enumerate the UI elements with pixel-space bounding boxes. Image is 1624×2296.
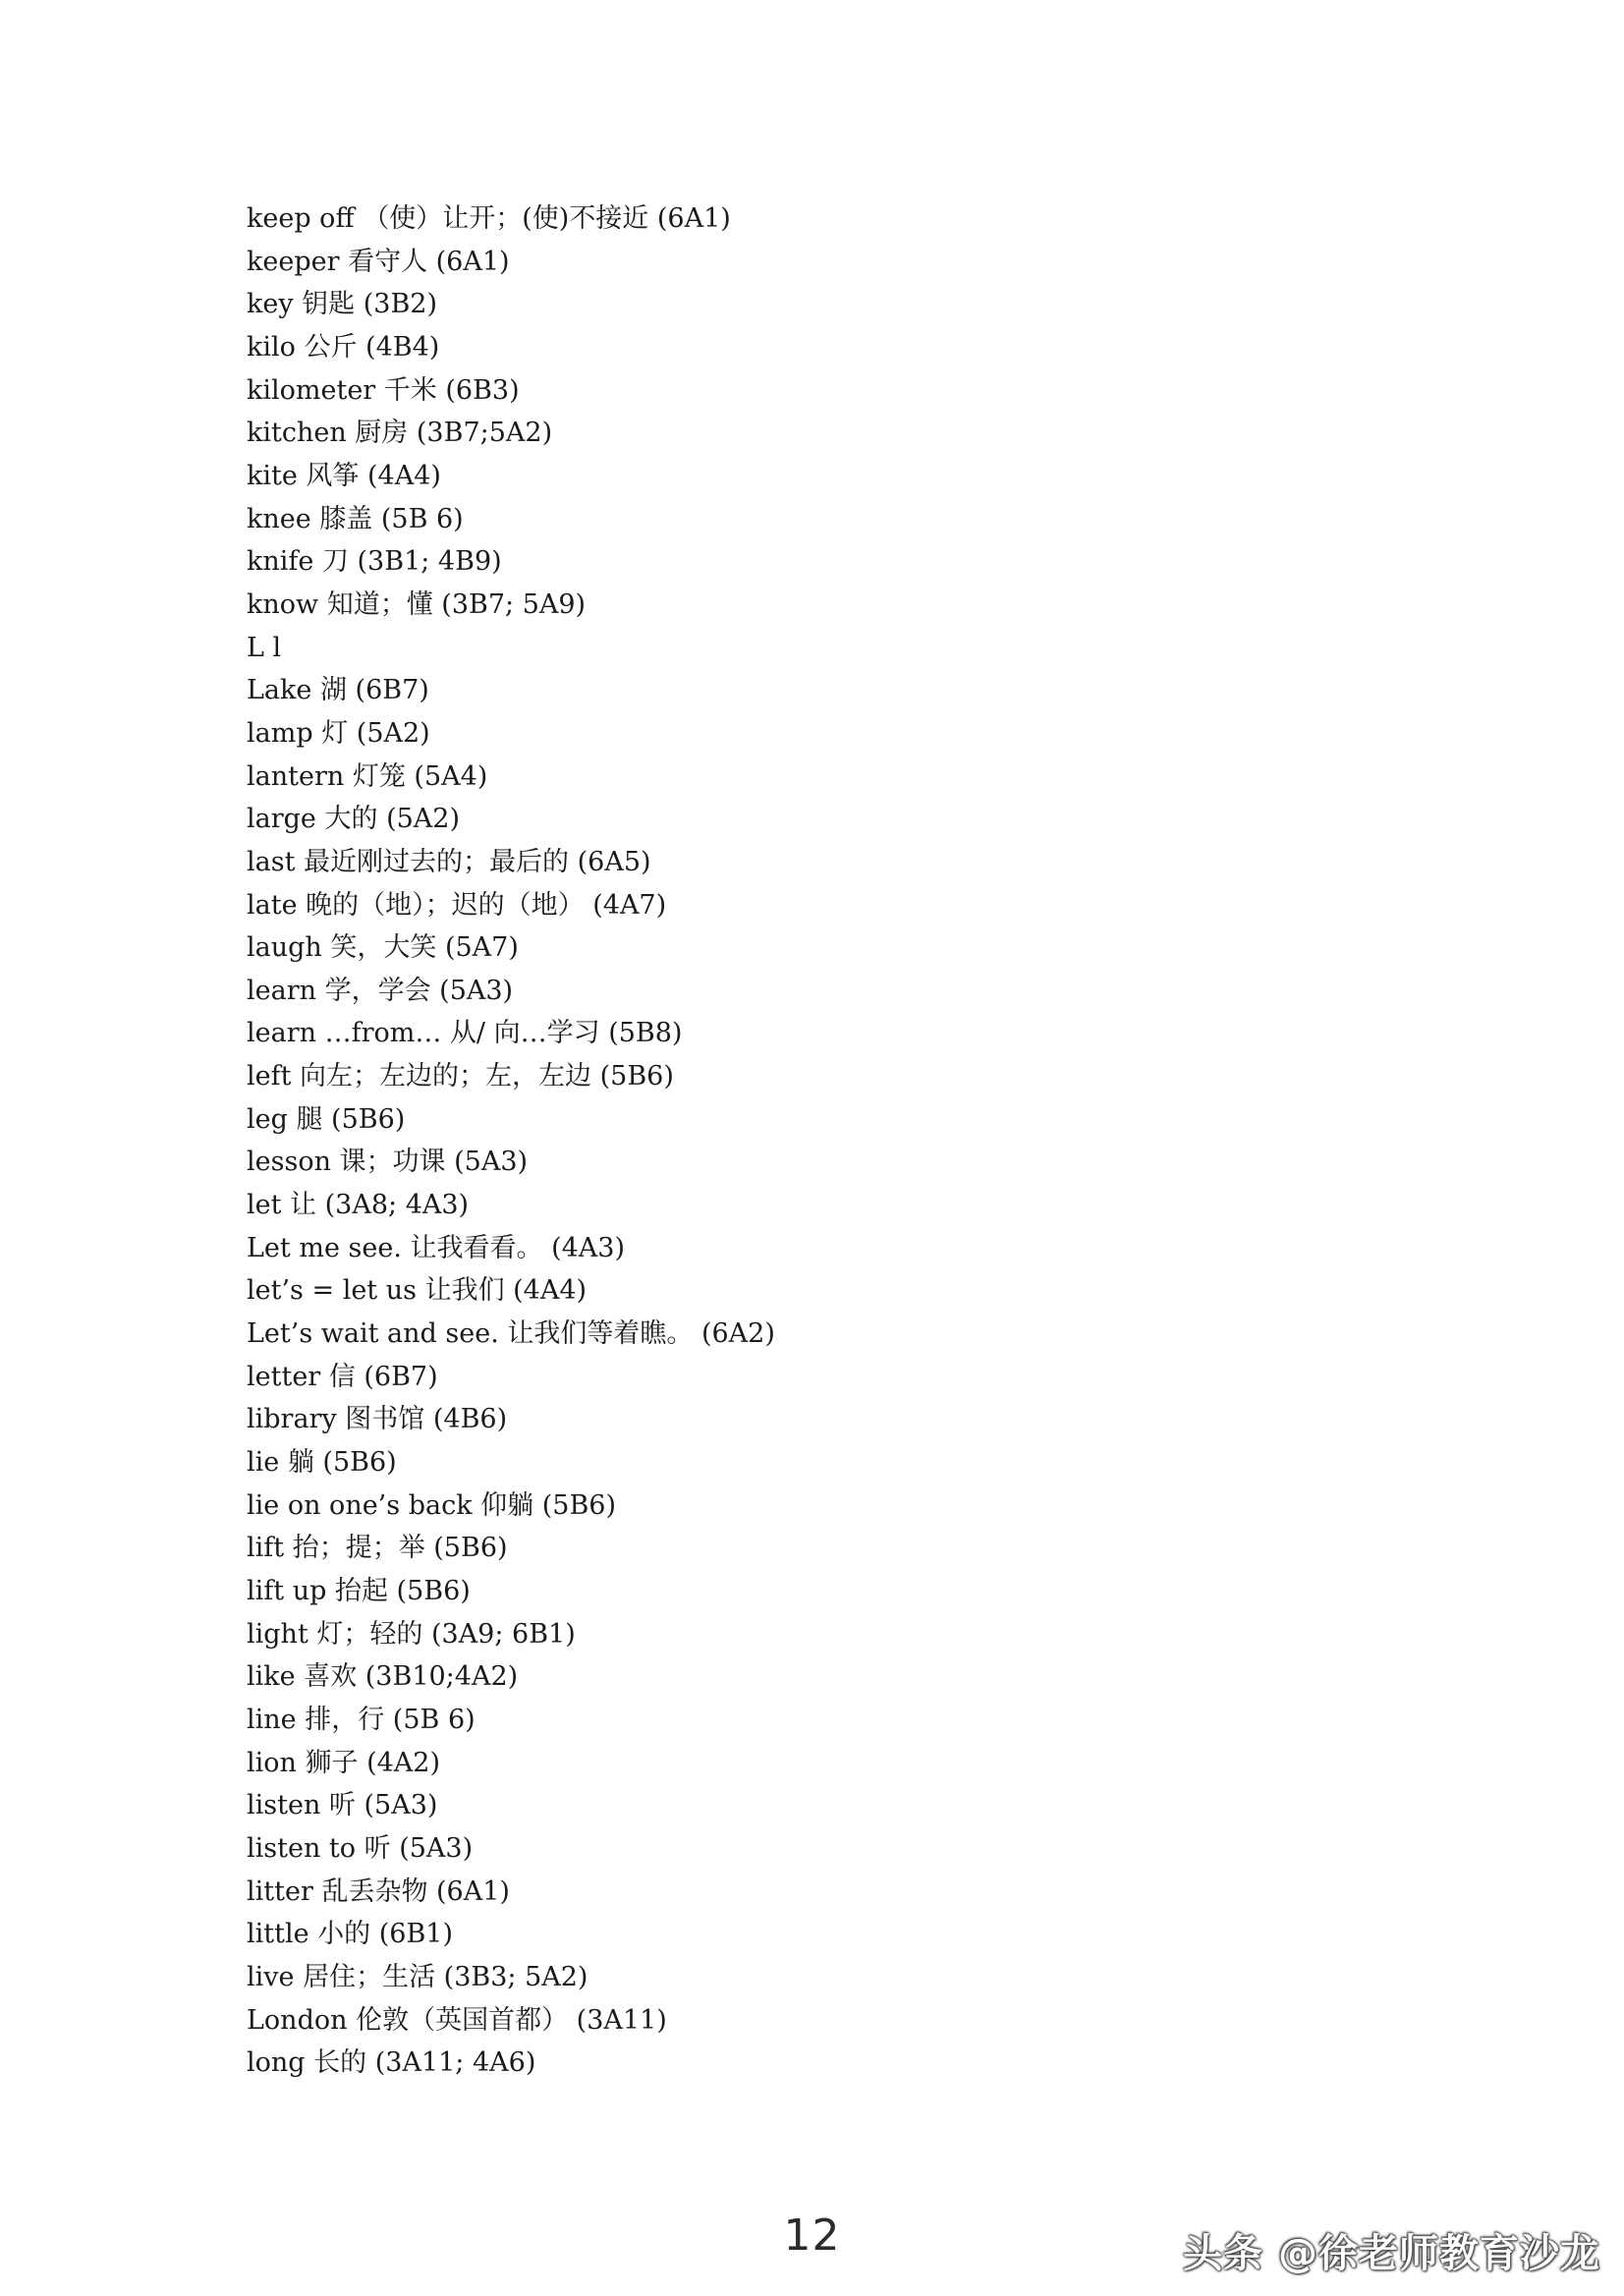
vocab-entry: large 大的 (5A2)	[247, 804, 460, 835]
vocab-entry: Let’s wait and see. 让我们等着瞧。 (6A2)	[247, 1318, 775, 1350]
vocab-entry: little 小的 (6B1)	[247, 1919, 454, 1950]
vocab-entry: keeper 看守人 (6A1)	[247, 246, 510, 277]
vocab-entry: kilometer 千米 (6B3)	[247, 374, 520, 406]
vocab-entry: laugh 笑，大笑 (5A7)	[247, 932, 519, 964]
vocab-entry: lamp 灯 (5A2)	[247, 717, 430, 749]
vocab-entry: lift 抬；提；举 (5B6)	[247, 1533, 508, 1564]
vocab-entry: let’s = let us 让我们 (4A4)	[247, 1275, 588, 1307]
vocab-entry: learn 学，学会 (5A3)	[247, 975, 514, 1006]
vocab-entry: lie on one’s back 仰躺 (5B6)	[247, 1489, 616, 1521]
page-number: 12	[783, 2211, 841, 2261]
vocab-entry: live 居住；生活 (3B3; 5A2)	[247, 1961, 588, 1992]
vocab-entry: last 最近刚过去的；最后的 (6A5)	[247, 846, 651, 877]
vocab-entry: kite 风筝 (4A4)	[247, 460, 441, 491]
vocabulary-list	[247, 197, 775, 2085]
vocab-entry: library 图书馆 (4B6)	[247, 1404, 508, 1435]
vocab-entry: Lake 湖 (6B7)	[247, 675, 429, 706]
vocab-entry: lie 躺 (5B6)	[247, 1447, 397, 1479]
vocab-entry: light 灯；轻的 (3A9; 6B1)	[247, 1618, 576, 1650]
vocab-entry: litter 乱丢杂物 (6A1)	[247, 1876, 510, 1907]
vocab-entry: long 长的 (3A11; 4A6)	[247, 2047, 536, 2079]
vocab-entry: late 晚的（地）；迟的（地） (4A7)	[247, 889, 667, 921]
vocab-entry: key 钥匙 (3B2)	[247, 289, 438, 320]
vocab-entry: letter 信 (6B7)	[247, 1361, 438, 1392]
vocab-entry: lift up 抬起 (5B6)	[247, 1576, 471, 1606]
vocab-entry: leg 腿 (5B6)	[247, 1103, 406, 1135]
vocab-entry: left 向左；左边的；左，左边 (5B6)	[247, 1061, 674, 1092]
vocab-entry: Let me see. 让我看看。 (4A3)	[247, 1232, 625, 1263]
vocab-entry: learn …from… 从/ 向…学习 (5B8)	[247, 1018, 683, 1049]
vocab-entry: like 喜欢 (3B10;4A2)	[247, 1661, 519, 1693]
section-letter-heading: L l	[247, 632, 282, 663]
vocab-entry: listen to 听 (5A3)	[247, 1832, 474, 1864]
vocab-entry: lion 狮子 (4A2)	[247, 1747, 441, 1778]
vocab-entry: kilo 公斤 (4B4)	[247, 331, 440, 363]
watermark: 头条 @徐老师教育沙龙	[1183, 2231, 1600, 2276]
vocab-entry: lesson 课；功课 (5A3)	[247, 1147, 529, 1178]
vocab-entry: let 让 (3A8; 4A3)	[247, 1190, 470, 1221]
vocab-entry: knife 刀 (3B1; 4B9)	[247, 546, 502, 578]
vocab-entry: line 排，行 (5B 6)	[247, 1704, 476, 1735]
vocab-entry: knee 膝盖 (5B 6)	[247, 503, 464, 534]
vocab-entry: London 伦敦（英国首都） (3A11)	[247, 2004, 667, 2036]
vocab-entry: know 知道；懂 (3B7; 5A9)	[247, 588, 587, 620]
vocab-entry: kitchen 厨房 (3B7;5A2)	[247, 418, 553, 449]
vocab-entry: listen 听 (5A3)	[247, 1790, 438, 1821]
vocab-entry: keep off （使）让开；(使)不接近 (6A1)	[247, 203, 731, 234]
vocab-entry: lantern 灯笼 (5A4)	[247, 760, 488, 792]
